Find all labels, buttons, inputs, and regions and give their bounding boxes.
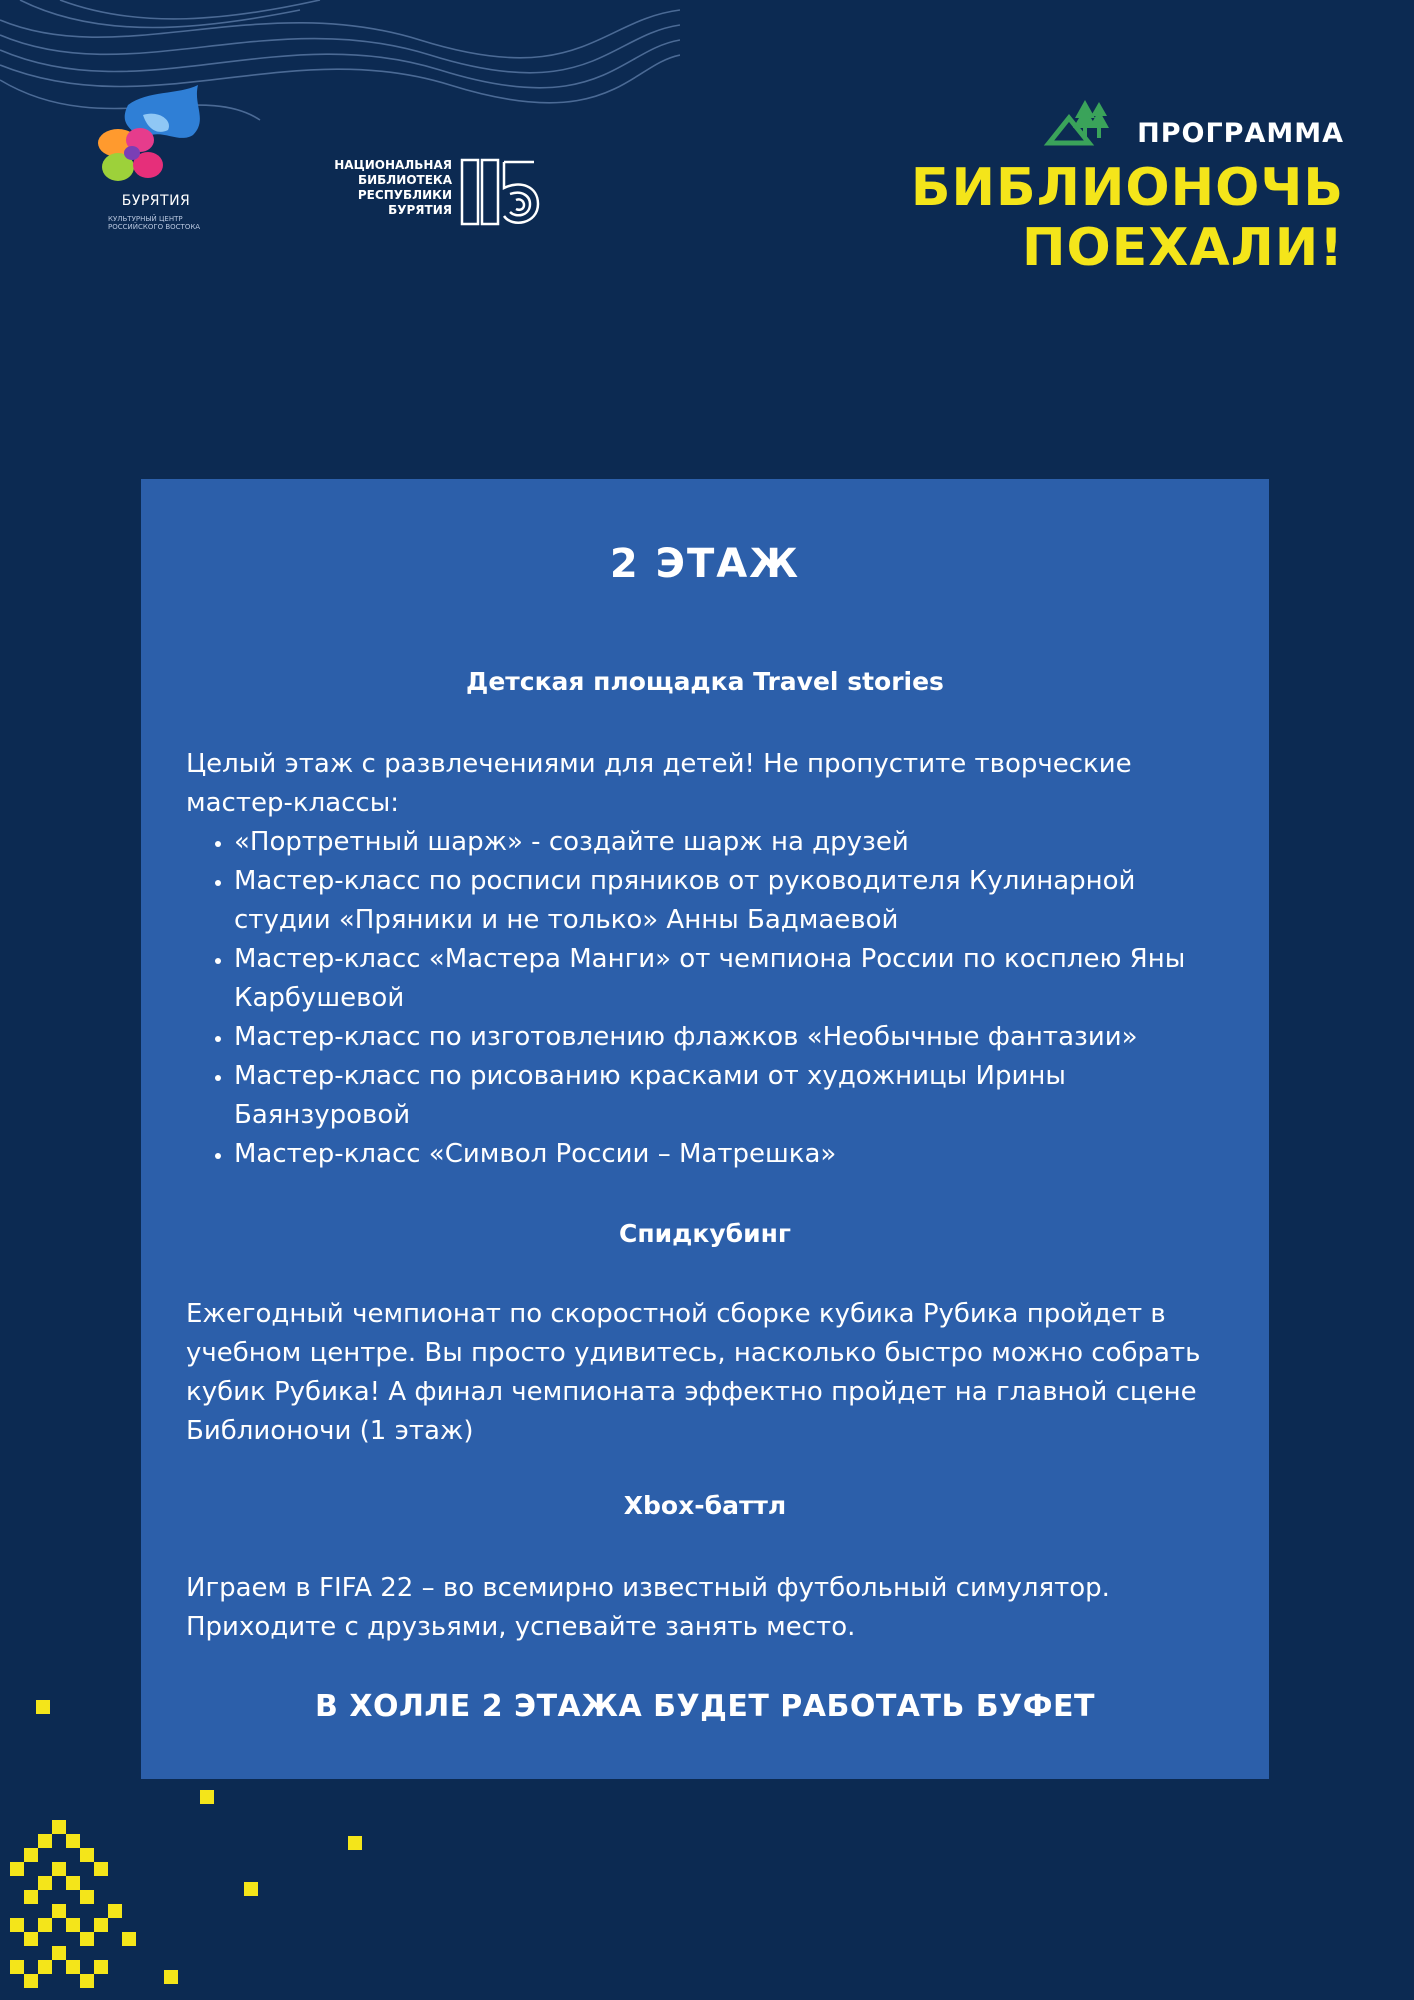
national-library-logo [312,158,562,228]
buryatia-logo-name: БУРЯТИЯ [121,193,191,209]
program-title-block [844,88,1344,278]
section-heading-travel-stories: Детская площадка Travel stories [466,667,944,696]
buryatia-logo-subtitle: КУЛЬТУРНЫЙ ЦЕНТР РОССИЙСКОГО ВОСТОКА [108,215,201,231]
master-class-list [186,823,1214,1174]
floor-info-card [141,479,1269,1779]
section-intro-travel-stories: Целый этаж с развлечениями для детей! Не пропустите творческие мастер-классы: [186,749,1132,818]
library-anniversary-mark-icon [460,158,560,228]
buffet-notice: В ХОЛЛЕ 2 ЭТАЖА БУДЕТ РАБОТАТЬ БУФЕТ [315,1689,1095,1724]
decorative-pixel-ornament [0,1690,380,2000]
program-label: ПРОГРАММА [1137,118,1344,149]
section-text-xbox-battle: Играем в FIFA 22 – во всемирно известный футбольный симулятор. Приходите с друзьями, успевайте занять место. [186,1573,1110,1642]
section-heading-speedcubing: Спидкубинг [619,1219,791,1248]
section-text-speedcubing: Ежегодный чемпионат по скоростной сборке кубика Рубика пройдет в учебном центре. Вы просто удивитесь, насколько быстро можно собрать кубик Рубика! А финал чемпионата эффектно пройдет на главной сцене Библионочи (1 этаж) [186,1299,1201,1446]
buryatia-logo [88,85,218,240]
library-logo-text: НАЦИОНАЛЬНАЯ БИБЛИОТЕКА РЕСПУБЛИКИ БУРЯТИЯ [334,158,452,217]
buryatia-emblem-icon [88,85,218,195]
list-item: • Мастер-класс по рисованию красками от художницы Ирины Баянзуровой [234,1057,1214,1135]
list-item: • Мастер-класс «Символ России – Матрешка» [234,1135,1214,1174]
list-item: • Мастер-класс «Мастера Манги» от чемпиона России по косплею Яны Карбушевой [234,940,1214,1018]
program-title-line1: БИБЛИОНОЧЬ [910,158,1344,218]
section-heading-xbox-battle: Xbox-баттл [623,1491,787,1520]
list-item: • «Портретный шарж» - создайте шарж на друзей [234,823,1214,862]
list-item: • Мастер-класс по росписи пряников от руководителя Кулинарной студии «Пряники и не только» Анны Бадмаевой [234,862,1214,940]
program-title-line2: ПОЕХАЛИ! [1021,218,1344,278]
forest-house-icon [1039,88,1109,148]
list-item: • Мастер-класс по изготовлению флажков «Необычные фантазии» [234,1018,1214,1057]
floor-title: 2 ЭТАЖ [609,541,801,587]
